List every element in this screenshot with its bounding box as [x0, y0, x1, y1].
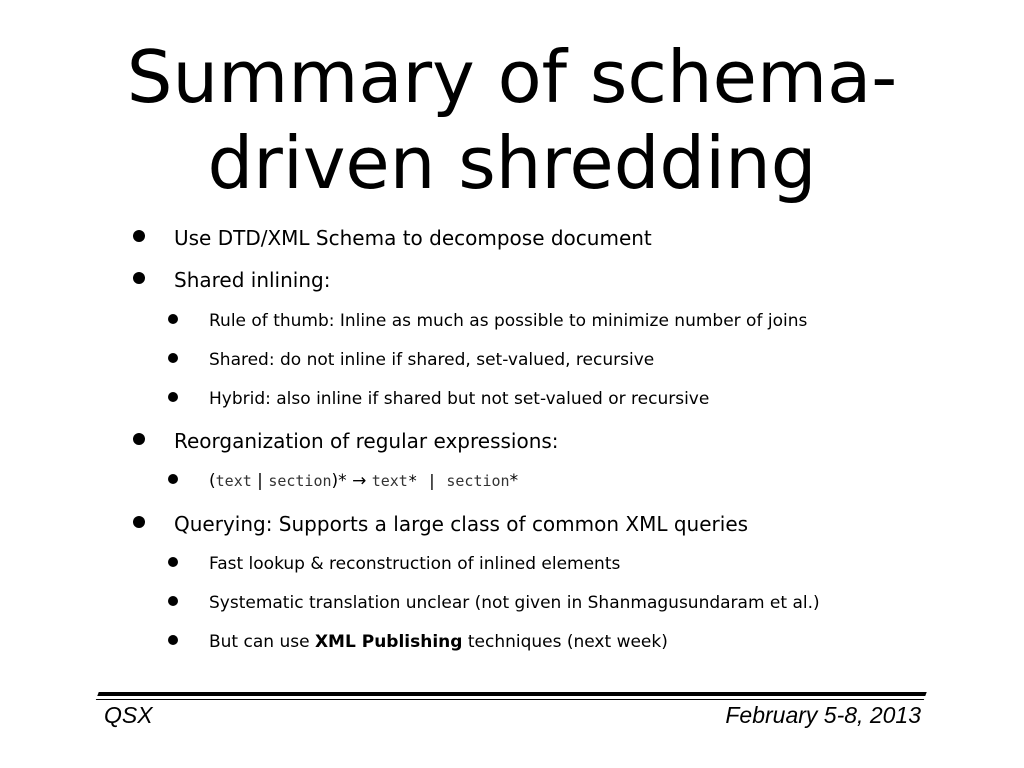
sub-bullet-item — [209, 553, 620, 575]
sub-bullet-item — [209, 388, 709, 410]
footer-divider — [97, 692, 926, 696]
sub-bullet-text: Hybrid: also inline if shared but not set-valued or recursive — [209, 389, 710, 409]
regex-text-token: text — [215, 472, 252, 490]
bullet-text: Use DTD/XML Schema to decompose document — [174, 226, 652, 250]
regex-bar: | — [251, 471, 269, 491]
bullet-item — [174, 226, 652, 250]
footer-course-label: QSX — [104, 702, 153, 728]
slide-title-line-1: Summary of schema- — [126, 35, 898, 119]
emphasis-xml-publishing: XML Publishing — [314, 632, 463, 652]
regex-close-star-arrow: )* → — [331, 471, 372, 491]
sub-bullet-text — [209, 632, 668, 652]
sub-bullet-item — [209, 631, 668, 653]
bullet-item — [174, 429, 559, 453]
sub-bullet-text: Shared: do not inline if shared, set-valued, recursive — [209, 350, 655, 370]
regex-star-bar: * | — [407, 471, 447, 490]
bullet-item — [174, 512, 748, 536]
bullet-dot-icon — [133, 272, 145, 284]
sub-bullet-suffix: techniques (next week) — [462, 632, 668, 652]
bullet-text: Shared inlining: — [174, 268, 331, 292]
sub-bullet-item — [209, 310, 807, 332]
regex-section-token: section — [446, 472, 510, 490]
bullet-dot-icon — [133, 516, 145, 528]
regex-section-token: section — [268, 472, 332, 490]
bullet-dot-icon — [133, 230, 145, 242]
sub-bullet-item — [209, 470, 518, 492]
slide-title-line-2: driven shredding — [207, 121, 817, 205]
sub-bullet-item — [209, 592, 820, 614]
bullet-dot-icon — [168, 353, 178, 363]
bullet-item — [174, 268, 330, 292]
sub-bullet-text: Systematic translation unclear (not given in Shanmagusundaram et al.) — [209, 593, 820, 613]
bullet-text: Querying: Supports a large class of common XML queries — [174, 512, 749, 536]
bullet-dot-icon — [168, 635, 178, 645]
bullet-dot-icon — [168, 314, 178, 324]
bullet-text: Reorganization of regular expressions: — [174, 429, 559, 453]
regex-rewrite — [209, 471, 518, 491]
regex-star: * — [509, 471, 519, 491]
sub-bullet-text: Rule of thumb: Inline as much as possible to minimize number of joins — [209, 311, 808, 331]
bullet-dot-icon — [133, 433, 145, 445]
bullet-dot-icon — [168, 596, 178, 606]
footer-date: February 5-8, 2013 — [725, 702, 921, 728]
sub-bullet-item — [209, 349, 654, 371]
sub-bullet-text: Fast lookup & reconstruction of inlined elements — [209, 554, 621, 574]
bullet-dot-icon — [168, 474, 178, 484]
bullet-dot-icon — [168, 392, 178, 402]
bullet-dot-icon — [168, 557, 178, 567]
sub-bullet-prefix: But can use — [209, 632, 315, 652]
regex-open-paren: ( — [209, 471, 216, 491]
regex-text-token: text — [371, 472, 408, 490]
